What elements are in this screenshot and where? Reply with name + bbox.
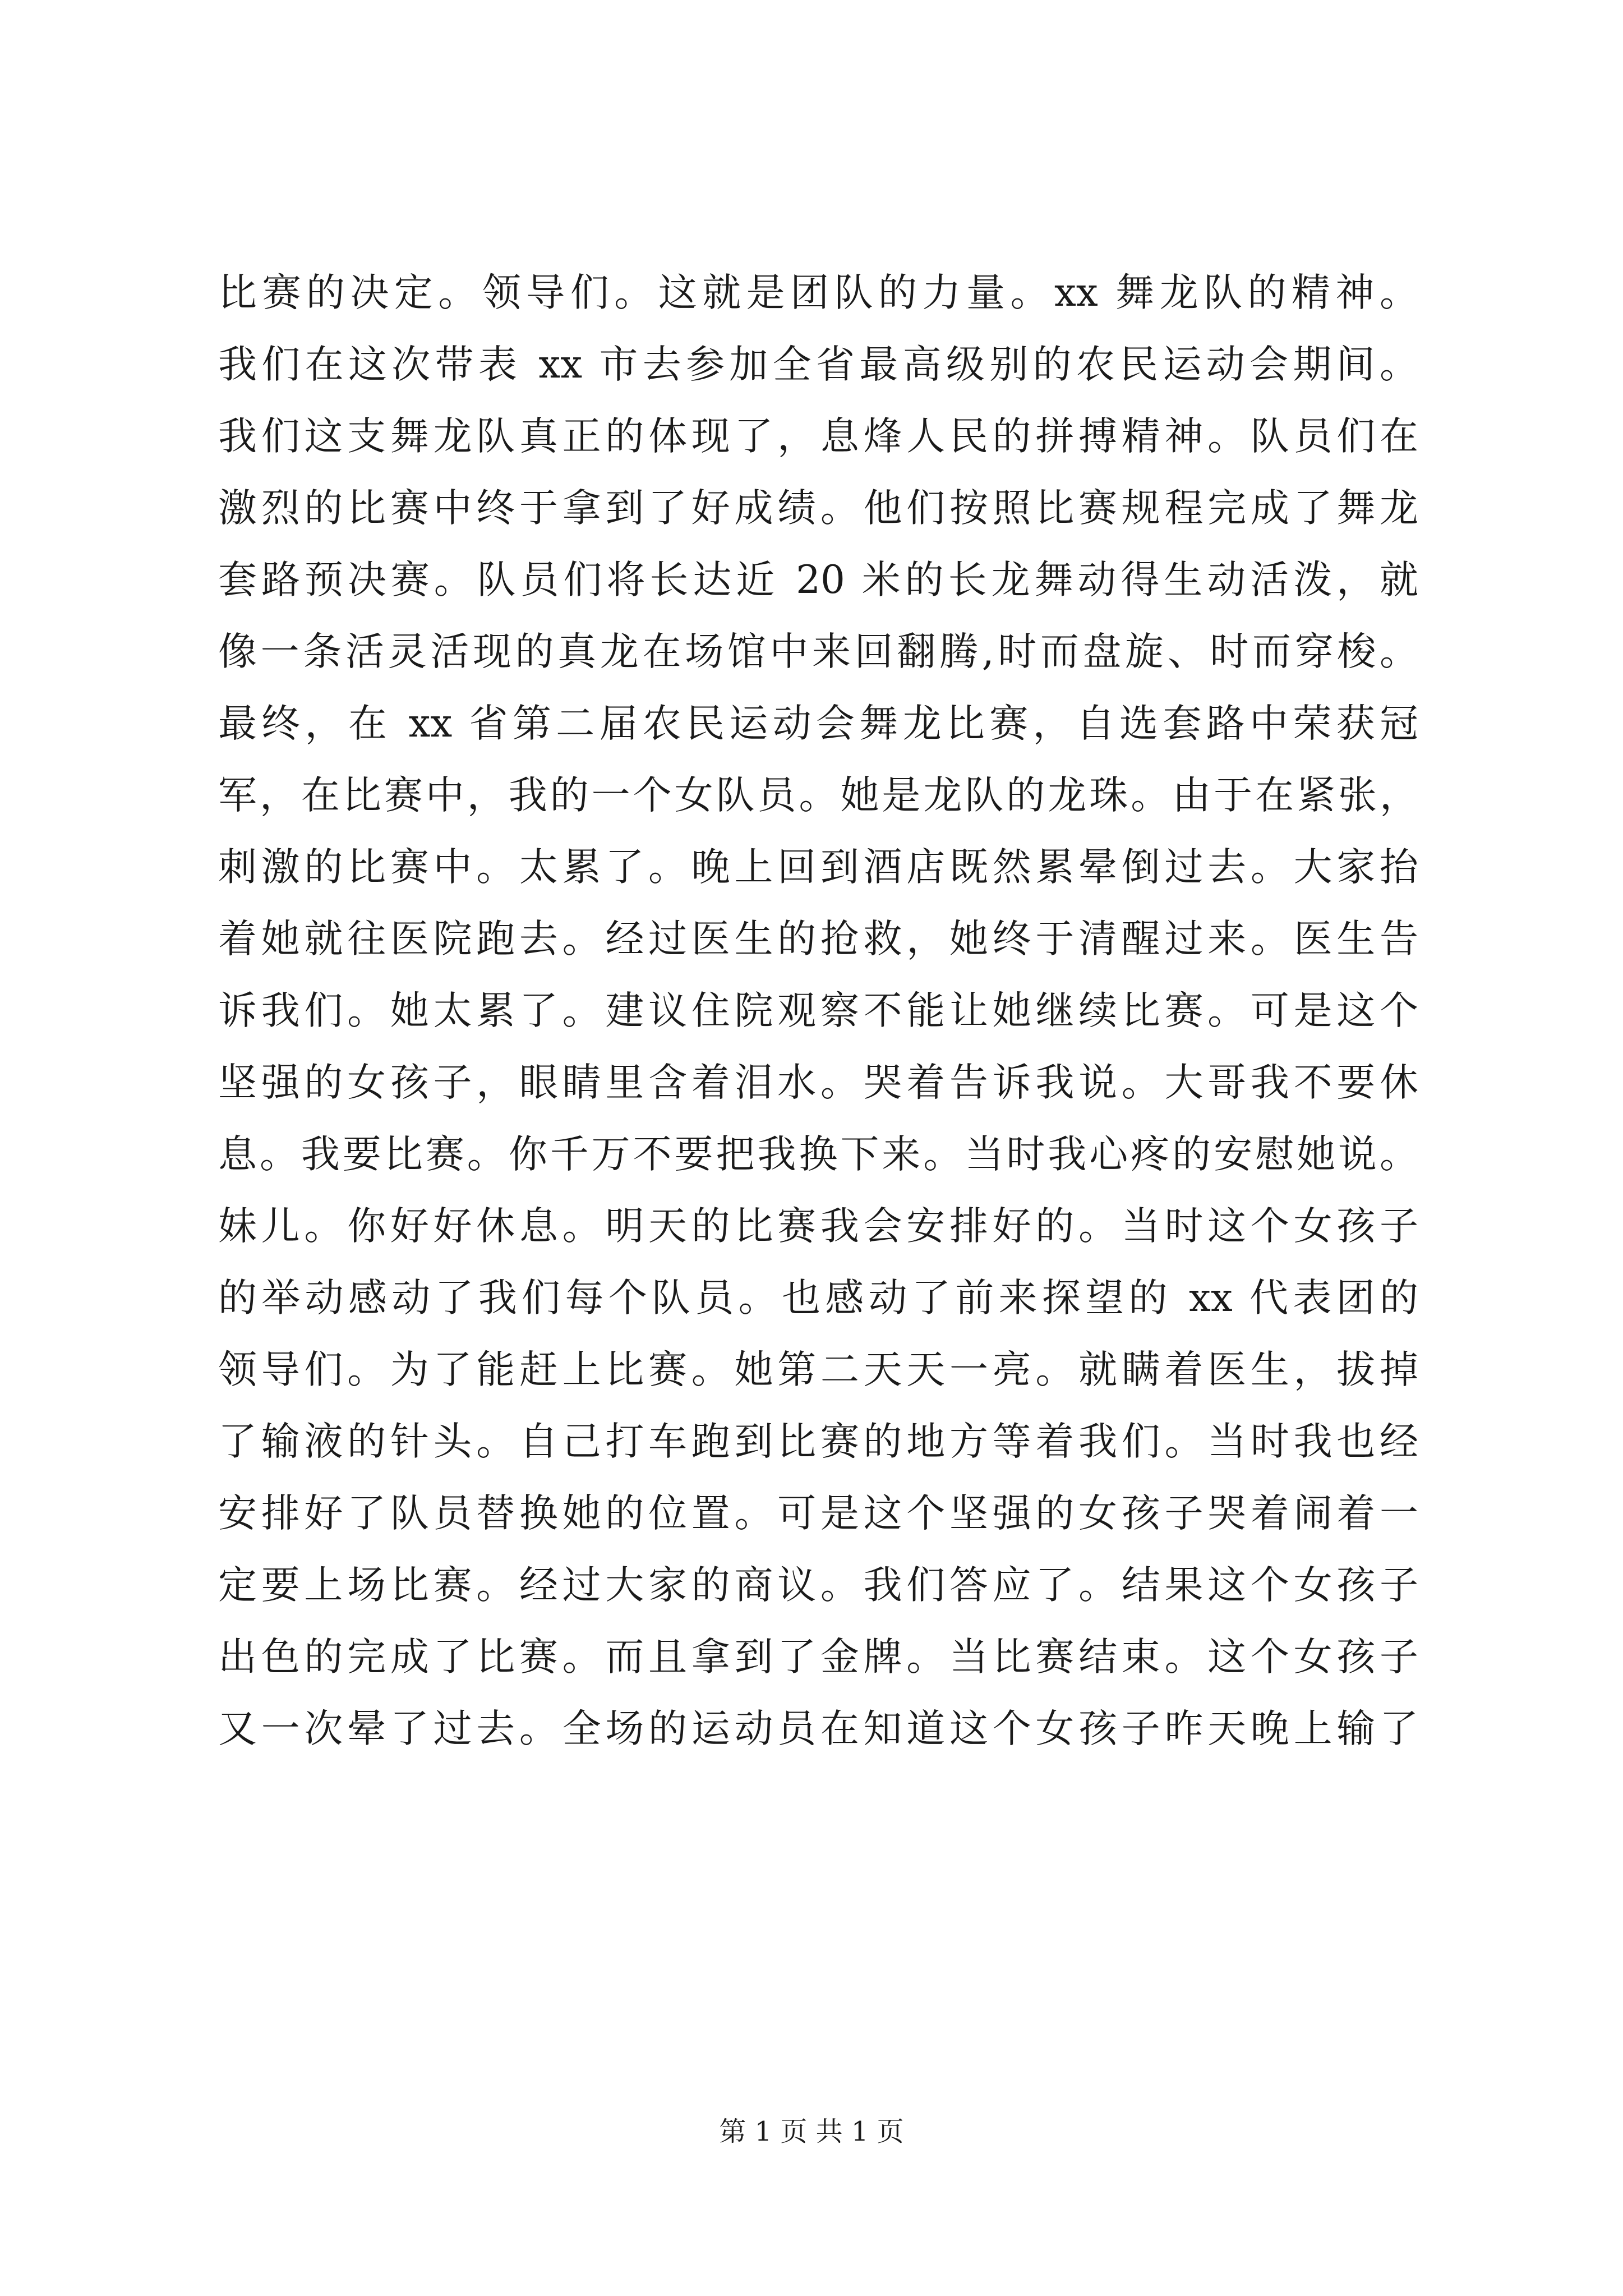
text-line: 军，在比赛中，我的一个女队员。她是龙队的龙珠。由于在紧张，	[218, 773, 1418, 818]
page-footer	[0, 2115, 1623, 2148]
text-line: 的举动感动了我们每个队员。也感动了前来探望的 xx 代表团的	[218, 1276, 1418, 1320]
body-text	[218, 257, 1418, 1765]
page-number: 第 1 页 共 1 页	[719, 2116, 904, 2147]
text-line: 比赛的决定。领导们。这就是团队的力量。xx 舞龙队的精神。	[218, 270, 1418, 315]
text-line: 我们在这次带表 xx 市去参加全省最高级别的农民运动会期间。	[218, 342, 1418, 387]
text-line: 定要上场比赛。经过大家的商议。我们答应了。结果这个女孩子	[218, 1563, 1418, 1608]
text-line: 诉我们。她太累了。建议住院观察不能让她继续比赛。可是这个	[218, 988, 1418, 1033]
text-line: 妹儿。你好好休息。明天的比赛我会安排好的。当时这个女孩子	[218, 1204, 1418, 1249]
text-line: 最终，在 xx 省第二届农民运动会舞龙比赛，自选套路中荣获冠	[218, 701, 1418, 746]
text-line: 息。我要比赛。你千万不要把我换下来。当时我心疼的安慰她说。	[218, 1132, 1418, 1177]
text-line: 出色的完成了比赛。而且拿到了金牌。当比赛结束。这个女孩子	[218, 1635, 1418, 1680]
text-line: 套路预决赛。队员们将长达近 20 米的长龙舞动得生动活泼，就	[218, 558, 1418, 602]
text-line: 又一次晕了过去。全场的运动员在知道这个女孩子昨天晚上输了	[218, 1706, 1418, 1751]
text-line: 坚强的女孩子，眼睛里含着泪水。哭着告诉我说。大哥我不要休	[218, 1060, 1418, 1105]
text-line: 安排好了队员替换她的位置。可是这个坚强的女孩子哭着闹着一	[218, 1491, 1418, 1536]
text-line: 着她就往医院跑去。经过医生的抢救，她终于清醒过来。医生告	[218, 917, 1418, 961]
text-line: 刺激的比赛中。太累了。晚上回到酒店既然累晕倒过去。大家抬	[218, 845, 1418, 890]
text-line: 激烈的比赛中终于拿到了好成绩。他们按照比赛规程完成了舞龙	[218, 486, 1418, 531]
text-line: 领导们。为了能赶上比赛。她第二天天一亮。就瞒着医生，拔掉	[218, 1347, 1418, 1392]
text-line: 像一条活灵活现的真龙在场馆中来回翻腾,时而盘旋、时而穿梭。	[218, 629, 1418, 674]
text-line: 我们这支舞龙队真正的体现了，息烽人民的拼搏精神。队员们在	[218, 414, 1418, 459]
text-line: 了输液的针头。自己打车跑到比赛的地方等着我们。当时我也经	[218, 1419, 1418, 1464]
